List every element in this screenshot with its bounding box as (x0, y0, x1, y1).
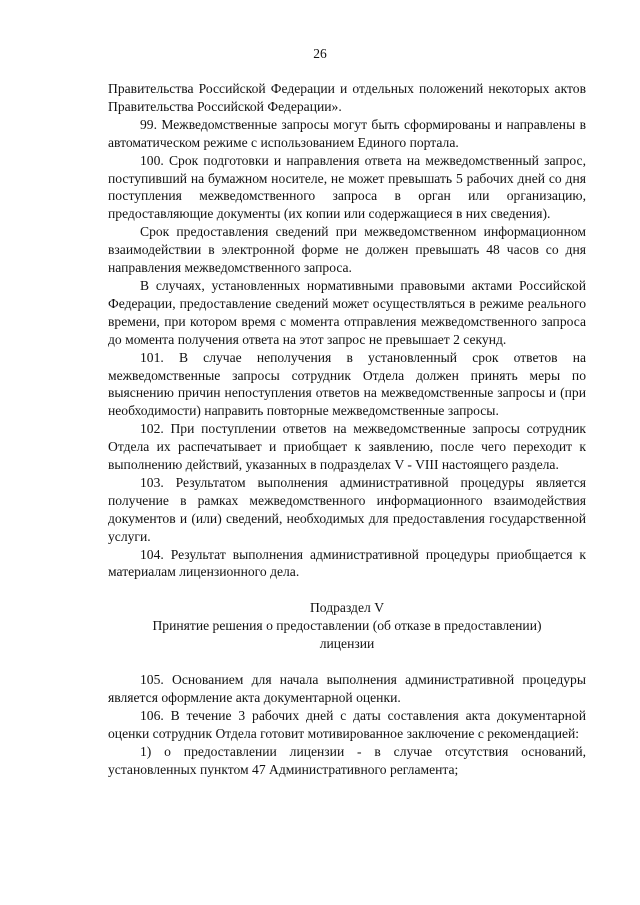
paragraph-100-term: Срок предоставления сведений при межведомственном информационном взаимодействии в электронной форме не должен превышать 48 часов со дня направления межведомственного запроса. (108, 224, 586, 276)
paragraph-104: 104. Результат выполнения административной процедуры приобщается к материалам лицензионного дела. (108, 546, 586, 580)
paragraph-106-item-1: 1) о предоставлении лицензии - в случае отсутствия оснований, установленных пунктом 47 Административного регламента; (108, 743, 586, 777)
subsection-title-line1: Принятие решения о предоставлении (об отказе в предоставлении) (152, 618, 542, 634)
page-number: 26 (313, 46, 327, 61)
paragraph-102: 102. При поступлении ответов на межведомственные запросы сотрудник Отдела их распечатывает и приобщает к заявлению, после чего переходит к выполнению действий, указанных в подразделах V - VIII настоящего раздела. (108, 421, 586, 473)
paragraph-103: 103. Результатом выполнения административной процедуры является получение в рамках межведомственного информационного взаимодействия документов и (или) сведений, необходимых для предоставления государственной услуги. (108, 474, 586, 544)
paragraph-100-realtime: В случаях, установленных нормативными правовыми актами Российской Федерации, предоставление сведений может осуществляться в режиме реального времени, при котором время с момента отправления межведомственного запроса до момента получения ответа на этот запрос не превышает 2 секунд. (108, 277, 586, 347)
paragraph-99: 99. Межведомственные запросы могут быть сформированы и направлены в автоматическом режиме с использованием Единого портала. (108, 116, 586, 150)
paragraph-101: 101. В случае неполучения в установленный срок ответов на межведомственные запросы сотрудник Отдела должен принять меры по выяснению причин непоступления ответов на межведомственные запросы и (при необходимости) направить повторные межведомственные запросы. (108, 349, 586, 419)
document-body (108, 80, 586, 779)
subsection-title-line2: лицензии (319, 636, 375, 652)
paragraph-continuation: Правительства Российской Федерации и отдельных положений некоторых актов Правительства Российской Федерации». (108, 81, 586, 114)
paragraph-105: 105. Основанием для начала выполнения административной процедуры является оформление акта документарной оценки. (108, 672, 586, 705)
subsection-heading (108, 599, 586, 653)
paragraph-106: 106. В течение 3 рабочих дней с даты составления акта документарной оценки сотрудник Отдела готовит мотивированное заключение с рекомендацией: (108, 707, 586, 741)
subsection-label: Подраздел V (309, 600, 385, 616)
paragraph-100: 100. Срок подготовки и направления ответа на межведомственный запрос, поступивший на бумажном носителе, не может превышать 5 рабочих дней со дня поступления межведомственного запроса в орган или организацию, предоставляющие документы (их копии или содержащиеся в них сведения). (108, 152, 586, 222)
